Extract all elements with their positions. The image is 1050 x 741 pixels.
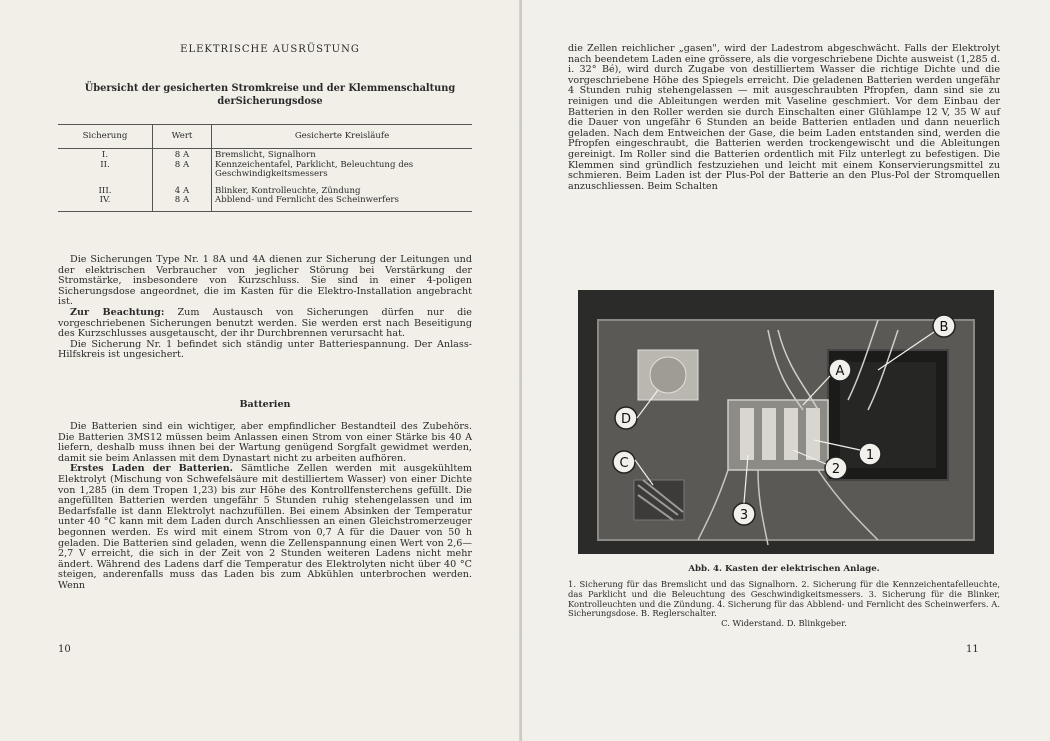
figure-caption-title: Abb. 4. Kasten der elektrischen Anlage. bbox=[688, 564, 880, 574]
figure-caption bbox=[568, 580, 1000, 629]
fuse-circuits: Blinker, Kontrolleuchte, Zündung bbox=[215, 185, 361, 196]
fuse-number: I. bbox=[101, 150, 109, 160]
table-row bbox=[58, 149, 472, 185]
battery-text-continued bbox=[568, 44, 1000, 192]
right-page bbox=[522, 0, 1050, 741]
photo-label-c: C bbox=[619, 456, 629, 471]
paragraph: Die Sicherungen Type Nr. 1 8A und 4A dienen zur Sicherung der Leitungen und der elektrischen Verbraucher von jeglicher Störung bei Verstärkung der Stromstärke, insbesondere von Kurzschluss. Sie sind in einer 4-poligen Sicherungsdose angeordnet, die im Kasten für die Elektro-Installation angebracht ist. bbox=[58, 254, 472, 308]
electrical-box-illustration bbox=[578, 290, 994, 554]
paragraph-text: Zum Austausch von Sicherungen dürfen nur die vorgeschriebenen Sicherungen benutzt werden. Sie werden erst nach Beseitigung des Kurzschlusses ausgetauscht, der ihr Durchbrennen verursacht hat. bbox=[58, 306, 472, 340]
fuse-number: IV. bbox=[99, 195, 111, 206]
left-page bbox=[0, 0, 522, 741]
photo-label-d: D bbox=[620, 412, 632, 427]
heading-batterien: Batterien bbox=[239, 399, 291, 410]
caption-text-last: C. Widerstand. D. Blinkgeber. bbox=[721, 618, 847, 629]
fuse-value: 8 A bbox=[174, 150, 190, 160]
header-sicherung: Sicherung bbox=[58, 125, 153, 149]
page-number: 11 bbox=[966, 644, 979, 655]
fuse-text-block bbox=[58, 255, 472, 361]
subtitle-line-2: derSicherungsdose bbox=[217, 96, 323, 107]
fuse-circuits: Bremslicht, Signalhorn bbox=[215, 150, 316, 160]
bold-lead: Erstes Laden der Batterien. bbox=[70, 463, 234, 475]
fuse-value: 8 A bbox=[174, 195, 190, 206]
paragraph bbox=[58, 308, 472, 340]
table-row bbox=[58, 185, 472, 212]
photo-label-a: A bbox=[835, 364, 845, 379]
table-subtitle bbox=[75, 82, 465, 108]
page-number: 10 bbox=[58, 644, 71, 655]
photo-label-1: 1 bbox=[865, 448, 875, 463]
photo-label-3: 3 bbox=[739, 508, 749, 523]
header-wert: Wert bbox=[153, 125, 212, 149]
fuse-value: 4 A bbox=[174, 185, 190, 196]
header-kreislaeufe: Gesicherte Kreisläufe bbox=[212, 125, 473, 149]
electrical-box-photo bbox=[578, 290, 994, 554]
table-header-row bbox=[58, 125, 472, 149]
fuse-value: 8 A bbox=[174, 159, 190, 170]
section-title: ELEKTRISCHE AUSRÜSTUNG bbox=[180, 44, 360, 55]
bold-lead: Zur Beachtung: bbox=[70, 306, 165, 318]
fuse-circuits: Abblend- und Fernlicht des Scheinwerfers bbox=[215, 195, 399, 206]
fuse-circuits: Kennzeichentafel, Parklicht, Beleuchtung des Geschwindigkeitsmessers bbox=[215, 159, 414, 180]
battery-text-block bbox=[58, 422, 472, 592]
paragraph: die Zellen reichlicher „gasen", wird der Ladestrom abgeschwächt. Falls der Elektrolyt nach beendetem Laden eine grössere, als die vorgeschriebene Dichte ausweist (1,285 d. i. 32° Bé), wird durch Zugabe von destilliertem Wasser die richtige Dichte und die vorgeschriebene Höhe des Spiegels erreicht. Die geladenen Batterien werden ungefähr 4 Stunden ruhig stehengelassen — mit ausgeschraubten Pfropfen, dann sind sie zu reinigen und die Ableitungen werden mit Vaseline geschmiert. Vor dem Einbau der Batterien in den Roller werden sie durch Einschalten einer Glühlampe 12 V, 35 W auf die Dauer von ungefähr 6 Stunden an beide Batterien entladen und dann neuerlich geladen. Nach dem Entweichen der Gase, die beim Laden entstanden sind, werden die Pfropfen eingeschraubt, die Batterien werden trockengewischt und die Ableitungen gereinigt. Im Roller sind die Batterien ordentlich mit Filz unterlegt zu befestigen. Die Klemmen sind gründlich festzuziehen und leicht mit einem Konservierungsmittel zu schmieren. Beim Laden ist der Plus-Pol der Batterie an den Plus-Pol der Stromquellen anzuschliessen. Beim Schalten bbox=[568, 43, 1000, 192]
subtitle-line-1: Übersicht der gesicherten Stromkreise und der Klemmenschaltung bbox=[84, 83, 456, 94]
paragraph: Die Sicherung Nr. 1 befindet sich ständig unter Batteriespannung. Der Anlass-Hilfskreis ist ungesichert. bbox=[58, 338, 472, 361]
fuse-table bbox=[58, 124, 472, 212]
fuse-number: III. bbox=[98, 185, 112, 196]
photo-label-b: B bbox=[939, 320, 949, 335]
fuse-number: II. bbox=[100, 159, 110, 170]
paragraph-text: Sämtliche Zellen werden mit ausgekühltem Elektrolyt (Mischung von Schwefelsäure mit destilliertem Wasser) von einer Dichte von 1,285 (in dem Tropen 1,23) bis zur Höhe des Kontrollfensterchens gefüllt. Die angefüllten Batterien werden ungefähr 5 Stunden ruhig stehengelassen und im Bedarfsfalle ist dann Elektrolyt nachzufüllen. Bei einem Absinken der Temperatur unter 40 °C kann mit dem Laden durch Anschliessen an einen Gleichstromerzeuger begonnen werden. Es wird mit einem Strom von 0,7 A für die Dauer von 50 h geladen. Die Batterien sind geladen, wenn die Zellenspannung einen Wert von 2,6—2,7 V erreicht, die sich in der Zeit von 2 Stunden weiteren Ladens nicht mehr ändert. Während des Ladens darf die Temperatur des Elektrolyten nicht über 40 °C steigen, anderenfalls muss das Laden bis zum Abkühlen unterbrochen werden. Wenn bbox=[58, 463, 473, 591]
paragraph bbox=[58, 464, 472, 591]
caption-text: 1. Sicherung für das Bremslicht und das Signalhorn. 2. Sicherung für die Kennzeichentafelleuchte, das Parklicht und die Beleuchtung des Geschwindigkeitsmessers. 3. Sicherung für die Blinker, Kontrolleuchten und die Zündung. 4. Sicherung für das Abblend- und Fernlicht des Scheinwerfers. A. Sicherungsdose. B. Reglerschalter. bbox=[568, 579, 1000, 619]
photo-label-2: 2 bbox=[831, 462, 841, 477]
paragraph: Die Batterien sind ein wichtiger, aber empfindlicher Bestandteil des Zubehörs. Die Batterien 3MS12 müssen beim Anlassen einen Strom von einer Stärke bis 40 A liefern, deshalb muss ihnen bei der Wartung genügend Sorgfalt gewidmet werden, damit sie beim Anlassen mit dem Dynastart nicht zu arbeiten aufhören. bbox=[58, 421, 472, 464]
